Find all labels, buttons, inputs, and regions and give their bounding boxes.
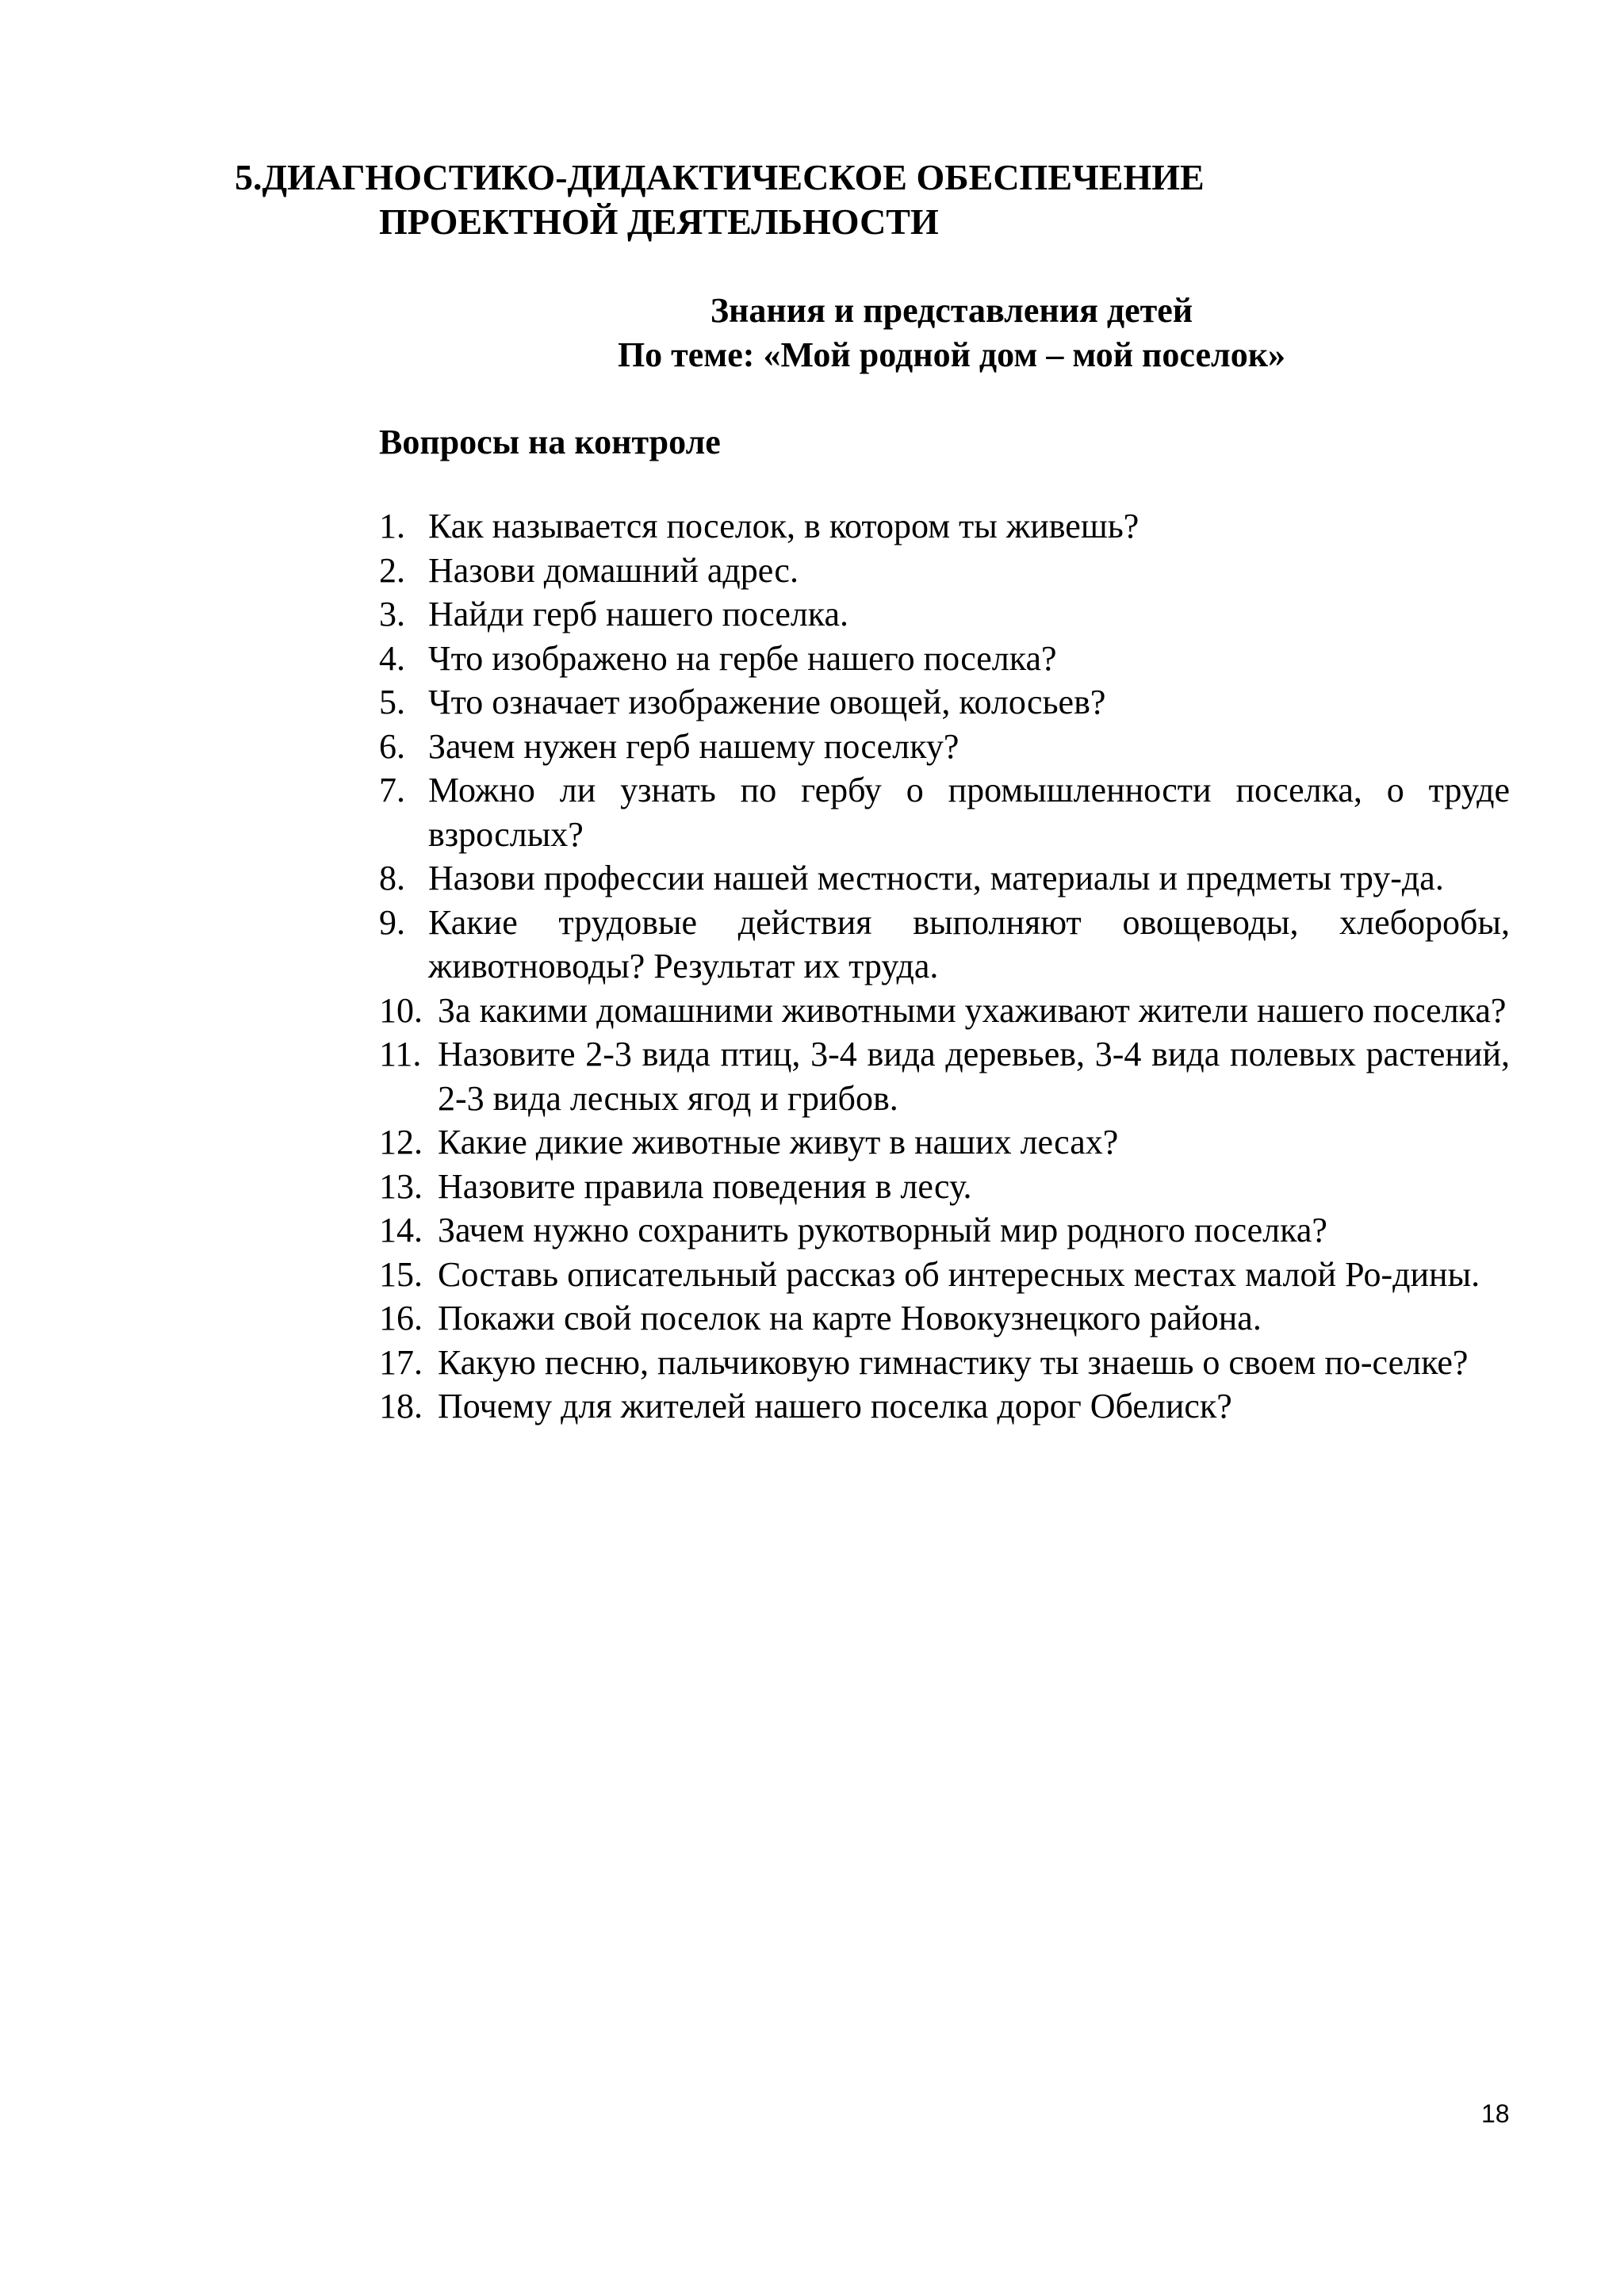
question-text: Какие дикие животные живут в наших лесах? (438, 1123, 1119, 1161)
question-text: Какие трудовые действия выполняют овощеводы, хлеборобы, животноводы? Результат их труда. (428, 902, 1510, 985)
question-number: 1. (379, 507, 405, 545)
question-item (379, 680, 1510, 725)
questions-heading: Вопросы на контроле (379, 423, 721, 461)
question-item (379, 901, 1510, 989)
question-number: 4. (379, 638, 405, 678)
question-item (379, 1253, 1510, 1297)
question-number: 15. (379, 1254, 423, 1294)
question-item (379, 1165, 1510, 1209)
question-number: 11. (379, 1035, 422, 1073)
question-text: За какими домашними животными ухаживают жители нашего поселка? (438, 990, 1507, 1030)
question-number: 16. (379, 1299, 423, 1337)
question-item (379, 768, 1510, 856)
question-number: 5. (379, 683, 405, 721)
question-item (379, 1032, 1510, 1120)
question-text: Можно ли узнать по гербу о промышленности поселка, о труде взрослых? (428, 771, 1510, 854)
question-number: 9. (379, 902, 405, 942)
question-item (379, 549, 1510, 593)
question-text: Назовите 2-3 вида птиц, 3-4 вида деревьев, 3-4 вида полевых растений, 2-3 вида лесных ягод и грибов. (438, 1035, 1510, 1118)
question-text: Покажи свой поселок на карте Новокузнецкого района. (438, 1299, 1262, 1337)
question-item (379, 989, 1510, 1033)
question-text: Назови профессии нашей местности, материалы и предметы тру-да. (428, 859, 1444, 897)
question-text: Назовите правила поведения в лесу. (438, 1166, 972, 1206)
question-item (379, 504, 1510, 549)
question-item (379, 1341, 1510, 1385)
question-item (379, 637, 1510, 681)
question-item (379, 1384, 1510, 1429)
subtitle (317, 289, 1586, 377)
question-number: 13. (379, 1166, 423, 1206)
question-text: Найди герб нашего поселка. (428, 595, 849, 633)
question-number: 2. (379, 550, 405, 590)
question-number: 10. (379, 990, 423, 1030)
question-text: Зачем нужен герб нашему поселку? (428, 726, 959, 766)
question-number: 6. (379, 726, 405, 766)
question-item (379, 725, 1510, 769)
question-text: Почему для жителей нашего поселка дорог Обелиск? (438, 1387, 1232, 1425)
question-item (379, 856, 1510, 901)
question-number: 8. (379, 859, 405, 897)
question-item (379, 1296, 1510, 1341)
question-text: Какую песню, пальчиковую гимнастику ты знаешь о своем по-селке? (438, 1342, 1469, 1382)
questions-list (379, 504, 1510, 1429)
question-item (379, 1120, 1510, 1165)
question-number: 7. (379, 771, 405, 809)
question-text: Что означает изображение овощей, колосьев? (428, 683, 1106, 721)
question-number: 18. (379, 1387, 423, 1425)
question-number: 3. (379, 595, 405, 633)
question-text: Составь описательный рассказ об интересных местах малой Ро-дины. (438, 1254, 1480, 1294)
page-number: 18 (1481, 2099, 1510, 2128)
question-text: Назови домашний адрес. (428, 550, 799, 590)
subtitle-line-2: По теме: «Мой родной дом – мой поселок» (617, 335, 1286, 374)
question-number: 14. (379, 1211, 423, 1249)
question-number: 12. (379, 1123, 423, 1161)
question-item (379, 1208, 1510, 1253)
question-item (379, 592, 1510, 637)
subtitle-line-1: Знания и представления детей (710, 291, 1193, 330)
question-text: Зачем нужно сохранить рукотворный мир родного поселка? (438, 1211, 1327, 1249)
section-title-line-2: ПРОЕКТНОЙ ДЕЯТЕЛЬНОСТИ (379, 201, 939, 242)
question-number: 17. (379, 1342, 423, 1382)
question-text: Как называется поселок, в котором ты живешь? (428, 507, 1139, 545)
question-text: Что изображено на гербе нашего поселка? (428, 638, 1057, 678)
section-title-line-1: 5.ДИАГНОСТИКО-ДИДАКТИЧЕСКОЕ ОБЕСПЕЧЕНИЕ (235, 157, 1205, 197)
